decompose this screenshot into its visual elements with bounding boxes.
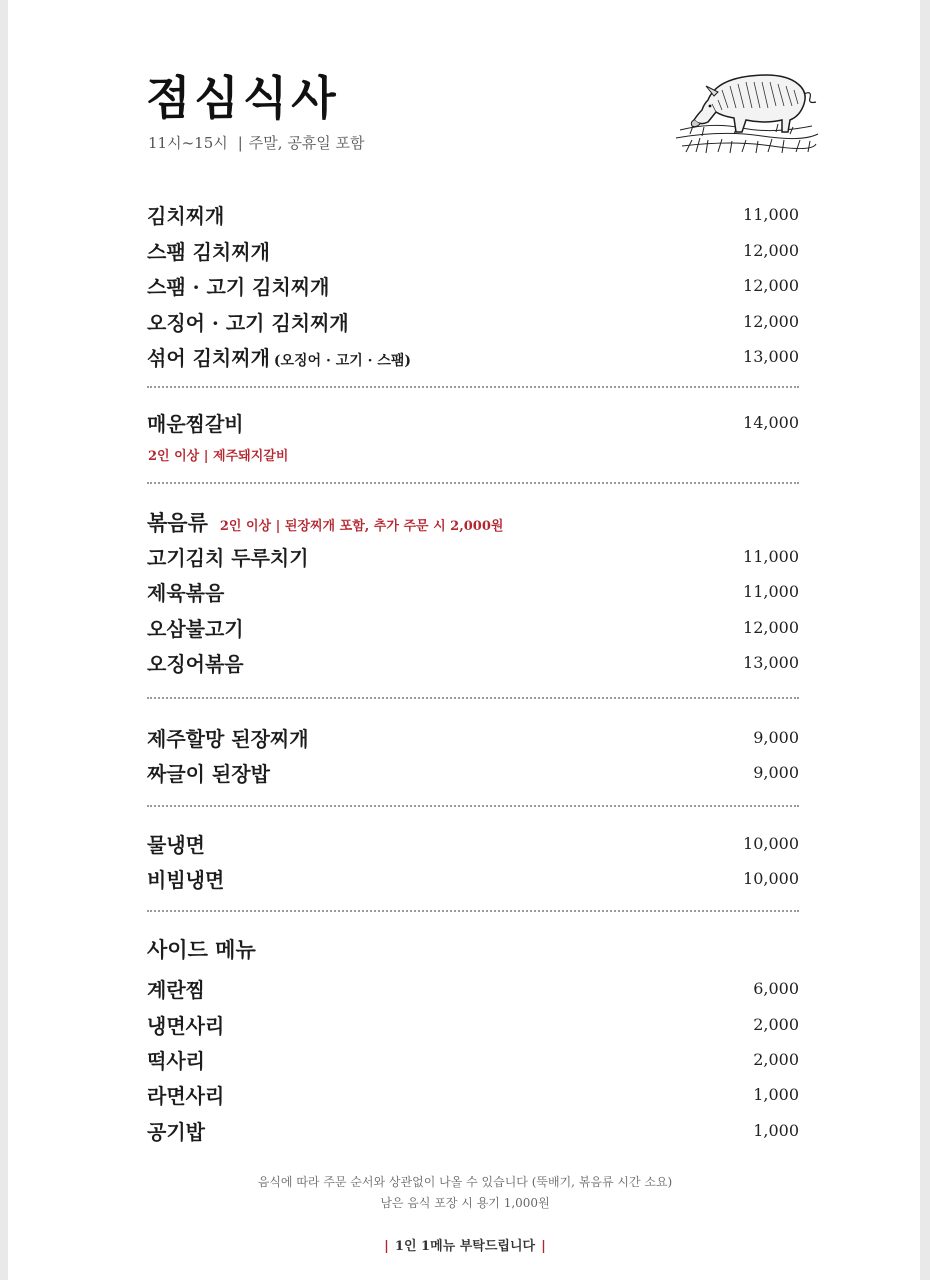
menu-item-name: 스팸 김치찌개	[147, 239, 270, 264]
menu-item	[147, 199, 799, 229]
menu-item-price: 9,000	[753, 727, 799, 747]
menu-item-price: 13,000	[743, 652, 799, 672]
footer-bar-left: |	[384, 1239, 389, 1254]
menu-item	[147, 1009, 799, 1039]
menu-item-name: 제육볶음	[147, 580, 225, 605]
section-title: 볶음류	[147, 510, 208, 535]
menu-item	[147, 341, 799, 371]
menu-item-price: 1,000	[753, 1120, 799, 1140]
menu-item-name: 오징어 · 고기 김치찌개	[147, 310, 349, 335]
pig-engraving-icon	[672, 60, 820, 156]
menu-item-name: 라면사리	[147, 1083, 225, 1108]
menu-item-price: 11,000	[743, 204, 799, 224]
menu-item-sub-name: (오징어 · 고기 · 스팸)	[273, 352, 412, 369]
menu-item	[147, 235, 799, 265]
hours-line	[148, 132, 365, 153]
menu-item	[147, 270, 799, 300]
menu-item	[147, 576, 799, 606]
footer-note-1: 음식에 따라 주문 순서와 상관없이 나올 수 있습니다 (뚝배기, 볶음류 시간 소요)	[257, 1175, 673, 1189]
menu-item-name: 고기김치 두루치기	[147, 545, 309, 570]
section-note: 2인 이상 | 된장찌개 포함, 추가 주문 시 2,000원	[219, 519, 504, 534]
menu-item	[147, 407, 799, 437]
menu-item-price: 11,000	[743, 581, 799, 601]
footer-bar-right: |	[541, 1239, 546, 1254]
menu-item-price: 11,000	[743, 546, 799, 566]
section-title: 사이드 메뉴	[147, 937, 256, 962]
footer-note-2: 남은 음식 포장 시 용기 1,000원	[380, 1196, 550, 1210]
menu-item-price: 13,000	[743, 346, 799, 366]
section-heading	[147, 934, 256, 964]
menu-item-price: 14,000	[743, 412, 799, 432]
menu-item-price: 1,000	[753, 1084, 799, 1104]
hours-time: 11시~15시	[148, 134, 228, 152]
menu-item-price: 12,000	[743, 275, 799, 295]
footer-request	[0, 1235, 930, 1254]
menu-item-note: 2인 이상 | 제주돼지갈비	[148, 449, 289, 464]
section-divider	[147, 482, 799, 484]
menu-item-price: 10,000	[743, 833, 799, 853]
menu-item	[147, 1115, 799, 1145]
hours-separator: |	[237, 134, 243, 152]
page-title: 점심식사	[146, 71, 340, 125]
section-divider	[147, 386, 799, 388]
menu-item-name: 매운찜갈비	[147, 411, 244, 436]
menu-item-name: 공기밥	[147, 1119, 205, 1144]
menu-item-price: 9,000	[753, 762, 799, 782]
menu-item-name: 오삼불고기	[147, 616, 244, 641]
menu-sheet	[8, 0, 920, 1280]
menu-item-price: 6,000	[753, 978, 799, 998]
menu-item-price: 10,000	[743, 868, 799, 888]
menu-item-price: 12,000	[743, 617, 799, 637]
section-divider	[147, 910, 799, 912]
menu-item	[147, 757, 799, 787]
hours-note: 주말, 공휴일 포함	[248, 134, 365, 152]
menu-item-name: 떡사리	[147, 1048, 205, 1073]
menu-item	[147, 722, 799, 752]
menu-item	[147, 612, 799, 642]
menu-item-name	[147, 342, 411, 371]
menu-item	[147, 541, 799, 571]
menu-item-name: 비빔냉면	[147, 867, 225, 892]
menu-item-main-name: 섞어 김치찌개	[147, 345, 270, 370]
menu-item-price: 12,000	[743, 311, 799, 331]
menu-item	[147, 863, 799, 893]
menu-item-name: 김치찌개	[147, 203, 225, 228]
menu-item-price: 2,000	[753, 1049, 799, 1069]
menu-item-name: 냉면사리	[147, 1013, 225, 1038]
menu-item	[147, 828, 799, 858]
footer-request-text: 1인 1메뉴 부탁드립니다	[394, 1239, 536, 1254]
menu-item	[147, 1079, 799, 1109]
section-heading	[147, 507, 503, 537]
menu-item	[147, 647, 799, 677]
menu-item-name: 계란찜	[147, 977, 205, 1002]
menu-item	[147, 1044, 799, 1074]
menu-item	[147, 306, 799, 336]
menu-item	[147, 973, 799, 1003]
menu-item-name: 제주할망 된장찌개	[147, 726, 309, 751]
menu-item-name: 짜글이 된장밥	[147, 761, 270, 786]
menu-item-name: 물냉면	[147, 832, 205, 857]
section-divider	[147, 697, 799, 699]
section-divider	[147, 805, 799, 807]
menu-item-price: 2,000	[753, 1014, 799, 1034]
menu-item-name: 스팸 · 고기 김치찌개	[147, 274, 330, 299]
menu-item-name: 오징어볶음	[147, 651, 244, 676]
menu-item-price: 12,000	[743, 240, 799, 260]
